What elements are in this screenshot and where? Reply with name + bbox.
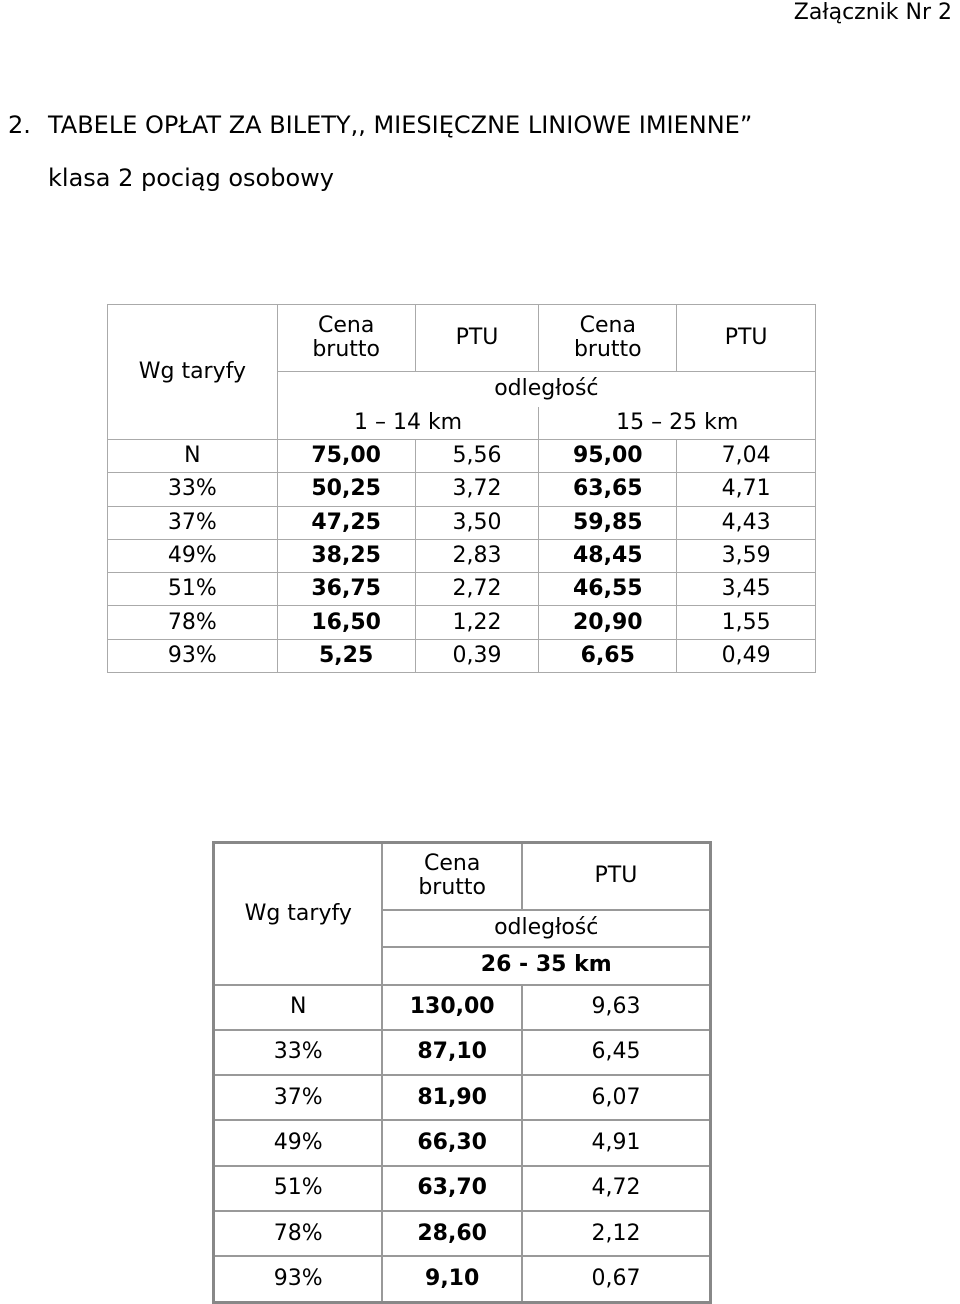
vat-cell: 0,39: [415, 639, 539, 672]
price-cell: 47,25: [277, 506, 415, 539]
table-row: [214, 1256, 711, 1302]
price-cell: 28,60: [382, 1211, 521, 1256]
table-row: [108, 639, 816, 672]
distance-header: odległość: [277, 372, 815, 407]
vat-cell: 6,07: [522, 1075, 711, 1120]
vat-cell: 2,72: [415, 573, 539, 606]
table-row: [214, 1166, 711, 1211]
vat-cell: 1,22: [415, 606, 539, 639]
annex-label: Załącznik Nr 2: [793, 0, 952, 25]
table-row: [108, 440, 816, 473]
vat-cell: 4,71: [677, 473, 816, 506]
distance-header: odległość: [382, 910, 710, 947]
tariff-cell: 33%: [214, 1030, 383, 1075]
price-cell: 63,70: [382, 1166, 521, 1211]
tariff-cell: 49%: [108, 539, 278, 572]
price-header-line2: brutto: [418, 875, 486, 901]
tariff-cell: 93%: [214, 1256, 383, 1302]
table-row: [108, 506, 816, 539]
price-header: [539, 305, 677, 372]
price-header: [277, 305, 415, 372]
fare-table-26-35km: [212, 841, 712, 1304]
tariff-header: Wg taryfy: [214, 843, 383, 985]
vat-cell: 3,59: [677, 539, 816, 572]
tariff-cell: 78%: [214, 1211, 383, 1256]
table-row: [214, 1075, 711, 1120]
price-header-line1: Cena: [424, 851, 481, 877]
tariff-cell: 49%: [214, 1120, 383, 1165]
distance-range: 1 – 14 km: [277, 407, 539, 440]
price-header-line2: brutto: [312, 337, 380, 362]
price-cell: 46,55: [539, 573, 677, 606]
vat-cell: 3,45: [677, 573, 816, 606]
table-row: [108, 473, 816, 506]
price-cell: 38,25: [277, 539, 415, 572]
distance-range: 15 – 25 km: [539, 407, 816, 440]
price-cell: 50,25: [277, 473, 415, 506]
section-subtitle: klasa 2 pociąg osobowy: [48, 164, 334, 192]
tariff-cell: 37%: [108, 506, 278, 539]
price-cell: 48,45: [539, 539, 677, 572]
vat-cell: 3,50: [415, 506, 539, 539]
vat-cell: 2,12: [522, 1211, 711, 1256]
tariff-cell: 78%: [108, 606, 278, 639]
vat-cell: 4,91: [522, 1120, 711, 1165]
vat-cell: 1,55: [677, 606, 816, 639]
vat-header: PTU: [415, 305, 539, 372]
vat-cell: 3,72: [415, 473, 539, 506]
vat-cell: 4,43: [677, 506, 816, 539]
price-cell: 130,00: [382, 985, 521, 1030]
tariff-cell: 51%: [214, 1166, 383, 1211]
price-cell: 63,65: [539, 473, 677, 506]
price-cell: 66,30: [382, 1120, 521, 1165]
price-header-line2: brutto: [573, 337, 642, 362]
price-cell: 75,00: [277, 440, 415, 473]
vat-header: PTU: [522, 843, 711, 910]
price-cell: 36,75: [277, 573, 415, 606]
tariff-cell: N: [108, 440, 278, 473]
section-title: TABELE OPŁAT ZA BILETY,, MIESIĘCZNE LINIOWE IMIENNE”: [48, 111, 753, 139]
price-cell: 87,10: [382, 1030, 521, 1075]
table-row: [108, 606, 816, 639]
table-row: [214, 1211, 711, 1256]
distance-range: 26 - 35 km: [382, 947, 710, 985]
vat-cell: 5,56: [415, 440, 539, 473]
vat-cell: 7,04: [677, 440, 816, 473]
tariff-cell: 33%: [108, 473, 278, 506]
vat-header: PTU: [677, 305, 816, 372]
price-cell: 6,65: [539, 639, 677, 672]
price-header-line1: Cena: [579, 312, 636, 338]
price-cell: 20,90: [539, 606, 677, 639]
vat-cell: 4,72: [522, 1166, 711, 1211]
price-header: [382, 843, 521, 910]
section-heading: [8, 111, 752, 139]
price-cell: 16,50: [277, 606, 415, 639]
fare-table-1-25km: [107, 304, 816, 673]
table-row: [214, 1030, 711, 1075]
section-number: 2.: [8, 111, 31, 139]
price-cell: 81,90: [382, 1075, 521, 1120]
table-row: [108, 539, 816, 572]
price-cell: 9,10: [382, 1256, 521, 1302]
table-row: [108, 573, 816, 606]
table-row: [214, 1120, 711, 1165]
price-cell: 59,85: [539, 506, 677, 539]
tariff-cell: 51%: [108, 573, 278, 606]
price-cell: 5,25: [277, 639, 415, 672]
price-cell: 95,00: [539, 440, 677, 473]
price-header-line1: Cena: [317, 312, 375, 338]
table-row: [214, 985, 711, 1030]
vat-cell: 6,45: [522, 1030, 711, 1075]
tariff-cell: 37%: [214, 1075, 383, 1120]
tariff-cell: 93%: [108, 639, 278, 672]
vat-cell: 0,49: [677, 639, 816, 672]
vat-cell: 2,83: [415, 539, 539, 572]
tariff-header: Wg taryfy: [108, 305, 278, 440]
vat-cell: 9,63: [522, 985, 711, 1030]
vat-cell: 0,67: [522, 1256, 711, 1302]
tariff-cell: N: [214, 985, 383, 1030]
